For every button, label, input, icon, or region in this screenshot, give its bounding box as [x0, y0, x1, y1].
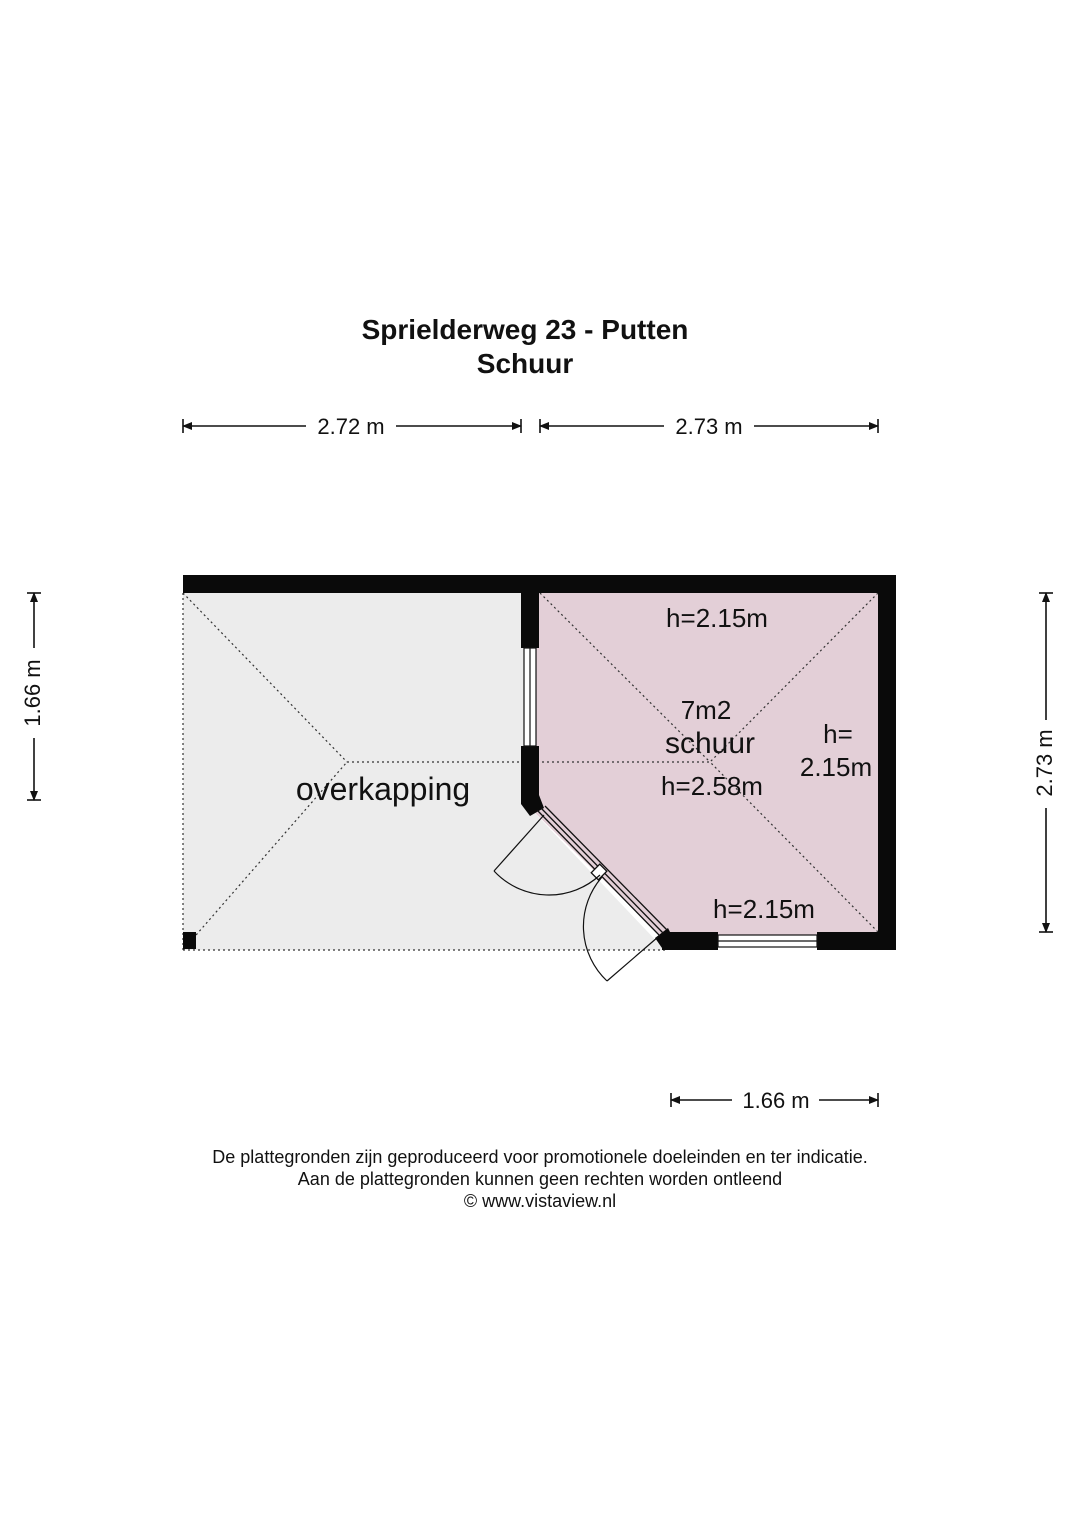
dimension-right: 2.73 m	[1031, 729, 1057, 797]
schuur-height-top: h=2.15m	[666, 603, 768, 633]
page-subtitle: Schuur	[476, 348, 574, 379]
copyright: © www.vistaview.nl	[463, 1191, 617, 1211]
dimension-top-left: 2.72 m	[317, 414, 385, 439]
schuur-height-right-2: 2.15m	[799, 752, 873, 782]
window-left	[524, 648, 536, 746]
dimension-top-right: 2.73 m	[675, 414, 743, 439]
schuur-area-label: 7m2	[680, 695, 732, 725]
disclaimer-line-2: Aan de plattegronden kunnen geen rechten worden ontleend	[297, 1169, 783, 1189]
schuur-height-center: h=2.58m	[661, 771, 763, 801]
dimension-left: 1.66 m	[19, 659, 45, 727]
schuur-height-right-1: h=	[823, 719, 853, 749]
schuur-label: schuur	[664, 727, 756, 760]
page-title: Sprielderweg 23 - Putten	[361, 314, 689, 345]
overkapping-label: overkapping	[295, 771, 471, 807]
dimension-bottom: 1.66 m	[742, 1088, 810, 1113]
window-bottom	[718, 935, 817, 947]
disclaimer-line-1: De plattegronden zijn geproduceerd voor promotionele doeleinden en ter indicatie.	[212, 1147, 868, 1167]
schuur-height-bottom: h=2.15m	[713, 894, 815, 924]
